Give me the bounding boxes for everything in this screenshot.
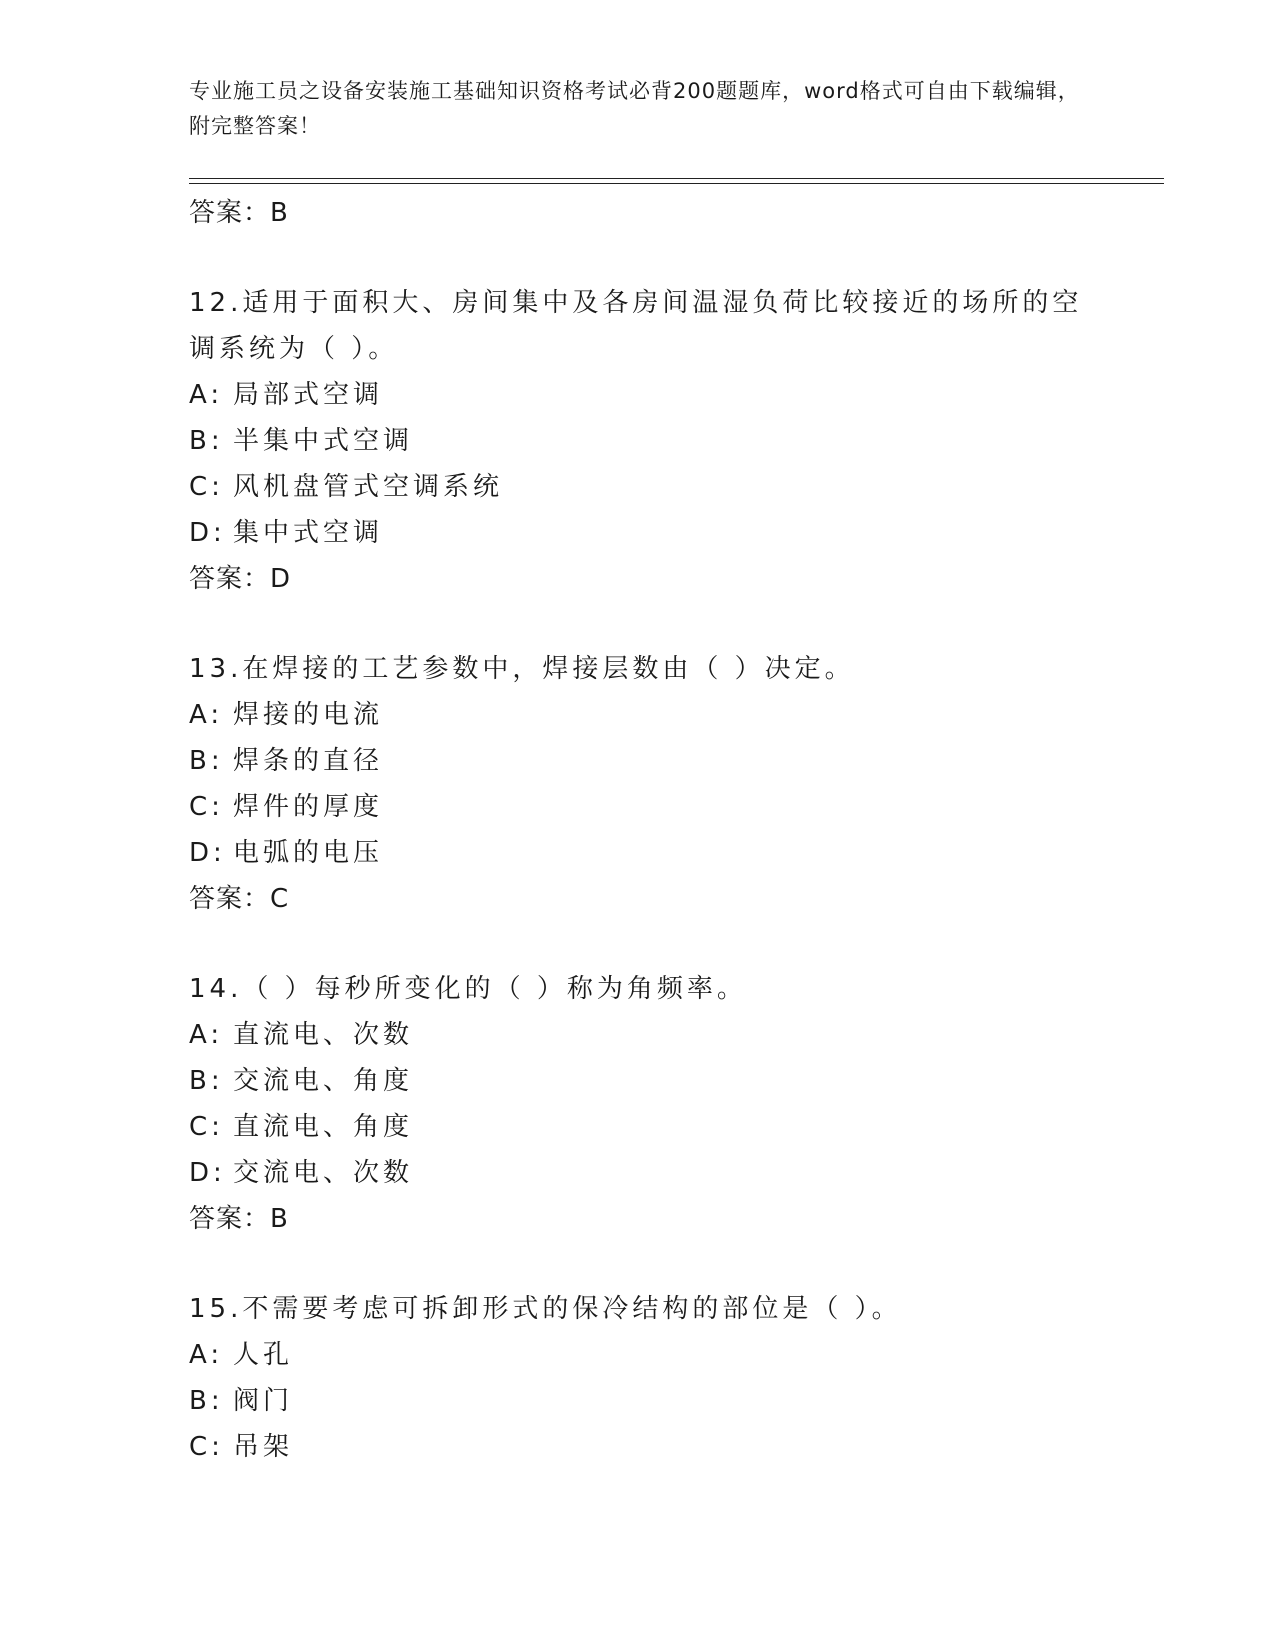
option-key: A: [189,1020,224,1050]
option-key: B: [189,1066,224,1096]
option-key: C: [189,1432,224,1462]
option-text: 交流电、次数 [233,1158,414,1188]
option-c [189,1104,1164,1150]
option-key: A: [189,1340,224,1370]
option-key: A: [189,380,224,410]
option-text: 焊条的直径 [233,746,384,776]
option-a [189,1012,1164,1058]
option-key: B: [189,1386,224,1416]
option-key: A: [189,700,224,730]
option-a [189,1332,1164,1378]
option-key: D: [189,838,226,868]
question-14: 14.（ ）每秒所变化的（ ）称为角频率。 [189,974,747,1004]
option-text: 吊架 [233,1432,294,1462]
option-text: 阀门 [233,1386,294,1416]
answer-line: 答案：C [189,884,290,914]
option-text: 焊接的电流 [233,700,384,730]
option-c [189,1424,1164,1470]
option-c [189,464,1164,510]
option-key: C: [189,792,224,822]
option-key: C: [189,1112,224,1142]
option-d [189,830,1164,876]
option-b [189,1058,1164,1104]
option-b [189,738,1164,784]
option-text: 人孔 [233,1340,294,1370]
option-d [189,1150,1164,1196]
answer-line: 答案：D [189,564,292,594]
option-key: C: [189,472,224,502]
option-text: 焊件的厚度 [233,792,384,822]
option-text: 集中式空调 [233,518,384,548]
option-text: 风机盘管式空调系统 [233,472,504,502]
question-list [189,190,1164,1470]
option-text: 电弧的电压 [233,838,384,868]
header-divider-bottom [189,183,1164,184]
question-15: 15.不需要考虑可拆卸形式的保冷结构的部位是（ ）。 [189,1294,902,1324]
option-key: B: [189,426,224,456]
option-text: 半集中式空调 [233,426,414,456]
option-text: 直流电、次数 [233,1020,414,1050]
option-key: D: [189,1158,226,1188]
option-key: D: [189,518,226,548]
question-12: 12.适用于面积大、房间集中及各房间温湿负荷比较接近的场所的空调系统为（ ）。 [189,288,1083,364]
option-text: 直流电、角度 [233,1112,414,1142]
option-key: B: [189,746,224,776]
answer-line: 答案：B [189,1204,289,1234]
option-a [189,692,1164,738]
option-b [189,1378,1164,1424]
option-c [189,784,1164,830]
option-a [189,372,1164,418]
answer-line: 答案：B [189,198,289,228]
option-text: 局部式空调 [233,380,384,410]
option-text: 交流电、角度 [233,1066,414,1096]
option-d [189,510,1164,556]
document-header: 专业施工员之设备安装施工基础知识资格考试必背200题题库，word格式可自由下载编辑，附完整答案！ [189,79,1080,138]
question-13: 13.在焊接的工艺参数中，焊接层数由（ ）决定。 [189,654,855,684]
option-b [189,418,1164,464]
header-divider-top [189,178,1164,179]
